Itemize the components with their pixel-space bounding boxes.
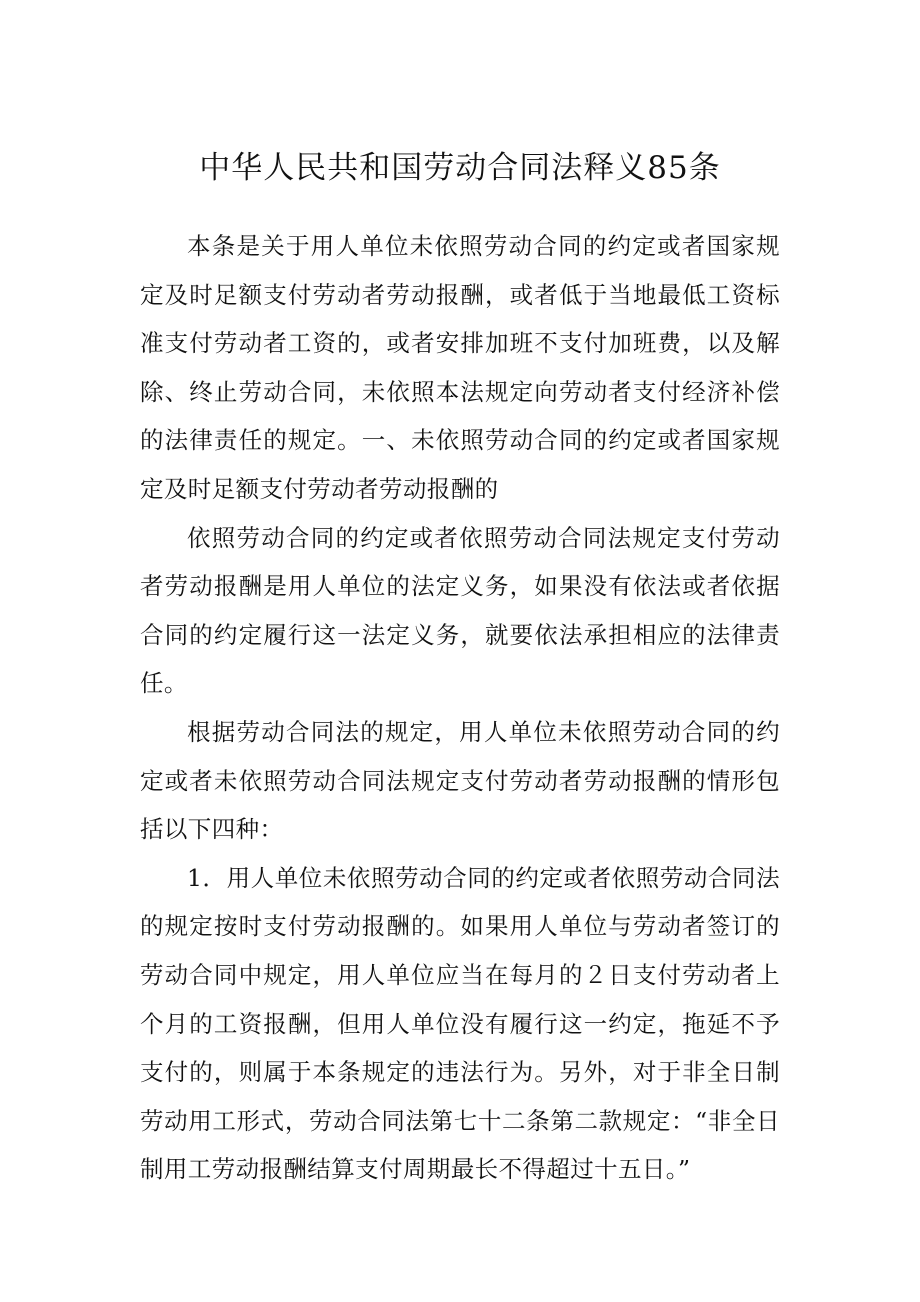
document-body: [140, 222, 780, 1194]
paragraph: 根据劳动合同法的规定，用人单位未依照劳动合同的约定或者未依照劳动合同法规定支付劳动者劳动报酬的情形包括以下四种：: [140, 717, 780, 844]
paragraph: 1．用人单位未依照劳动合同的约定或者依照劳动合同法的规定按时支付劳动报酬的。如果用人单位与劳动者签订的劳动合同中规定，用人单位应当在每月的２日支付劳动者上个月的工资报酬，但用人单位没有履行这一约定，拖延不予支付的，则属于本条规定的违法行为。另外，对于非全日制劳动用工形式，劳动合同法第七十二条第二款规定：“非全日制用工劳动报酬结算支付周期最长不得超过十五日。”: [140, 863, 780, 1184]
paragraph: 依照劳动合同的约定或者依照劳动合同法规定支付劳动者劳动报酬是用人单位的法定义务，如果没有依法或者依据合同的约定履行这一法定义务，就要依法承担相应的法律责任。: [140, 523, 780, 698]
document-title: 中华人民共和国劳动合同法释义85条: [199, 150, 721, 186]
paragraph: 本条是关于用人单位未依照劳动合同的约定或者国家规定及时足额支付劳动者劳动报酬，或者低于当地最低工资标准支付劳动者工资的，或者安排加班不支付加班费，以及解除、终止劳动合同，未依照本法规定向劳动者支付经济补偿的法律责任的规定。一、未依照劳动合同的约定或者国家规定及时足额支付劳动者劳动报酬的: [140, 232, 780, 503]
